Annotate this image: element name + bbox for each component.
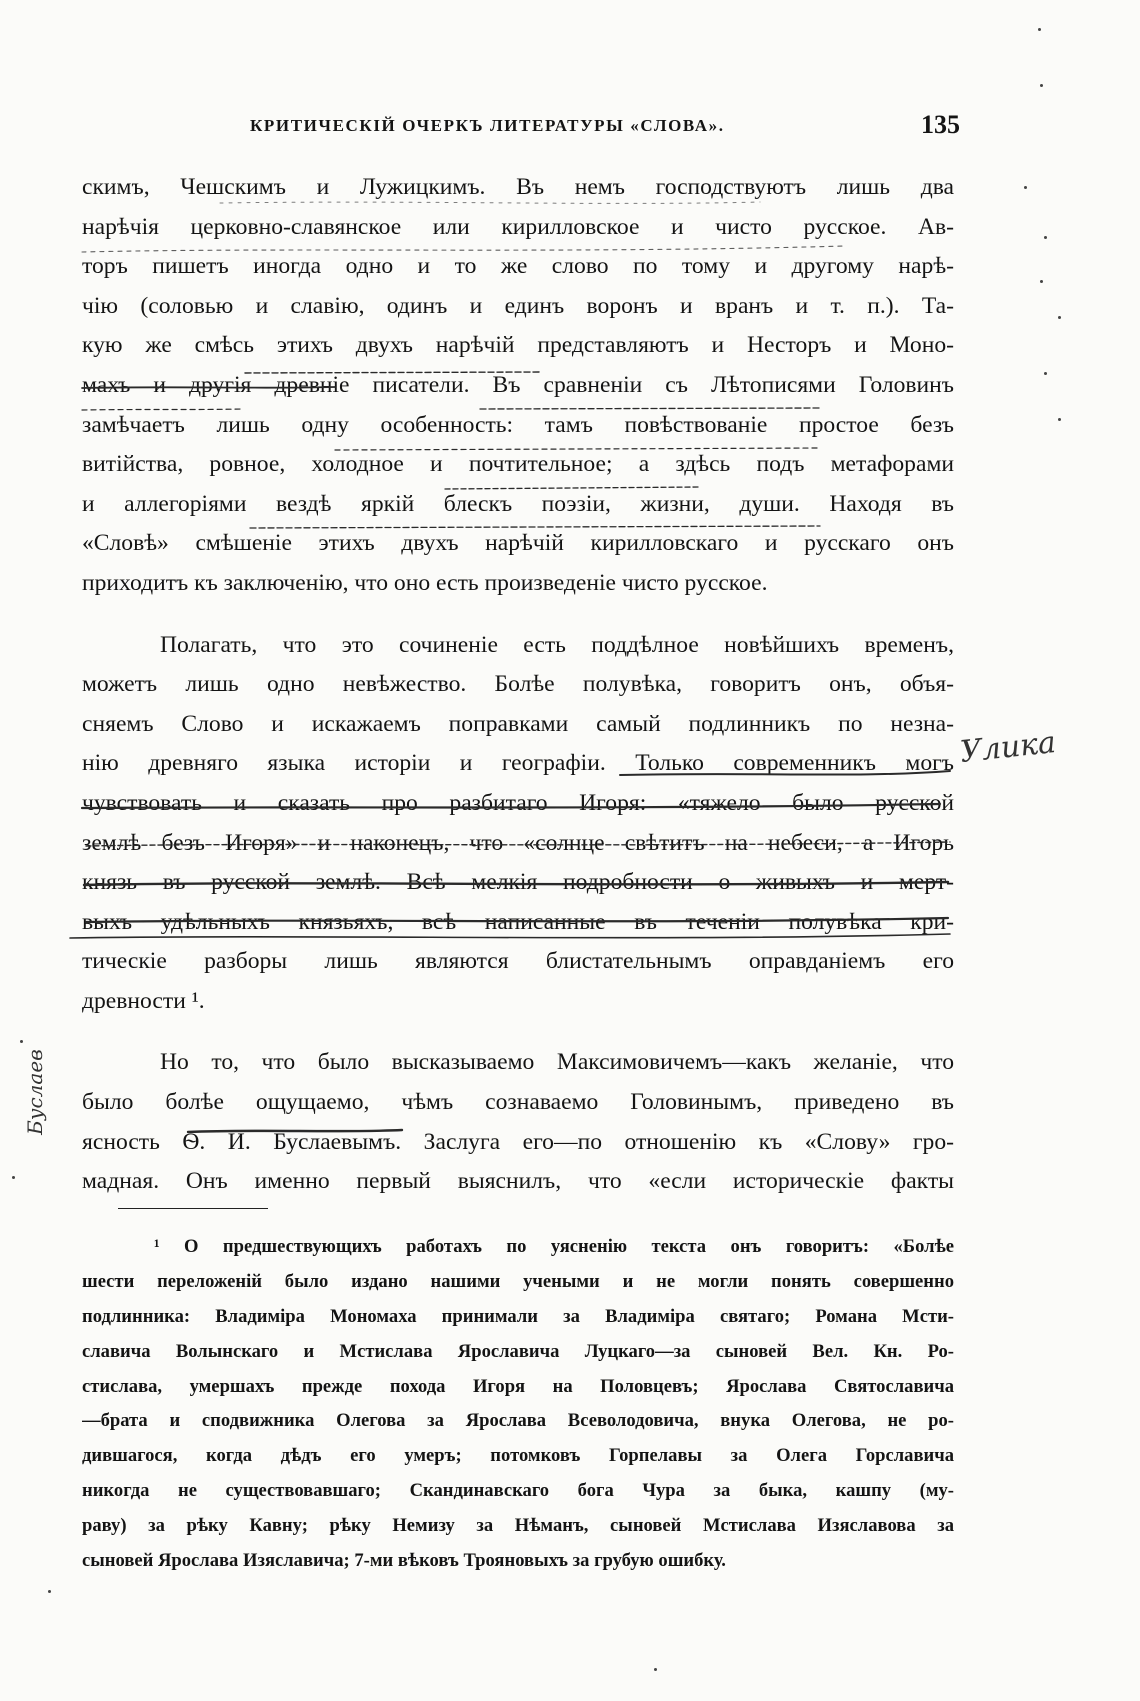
text-line: древности ¹.	[82, 987, 205, 1014]
text-line: торъ пишетъ иногда одно и то же слово по тому и другому нарѣ-	[82, 253, 954, 280]
text-line: князь въ русской землѣ. Всѣ мелкія подробности о живыхъ и мерт-	[82, 869, 954, 896]
text-line: скимъ, Чешскимъ и Лужицкимъ. Въ немъ господствуютъ лишь два	[82, 174, 954, 200]
text-line: тическіе разборы лишь являются блистательнымъ оправданіемъ его	[82, 948, 954, 975]
text-line: ясность Ѳ. И. Буслаевымъ. Заслуга его—по отношенію къ «Слову» гро-	[82, 1128, 954, 1155]
text-line: «Словѣ» смѣшеніе этихъ двухъ нарѣчій кирилловскаго и русскаго онъ	[82, 530, 954, 557]
footnote-line: подлинника: Владиміра Мономаха принимали за Владиміра святаго; Романа Мсти-	[82, 1305, 954, 1327]
text-line: кую же смѣсь этихъ двухъ нарѣчій представляютъ и Несторъ и Моно-	[82, 332, 954, 359]
text-line: мадная. Онъ именно первый выяснилъ, что «если историческіе факты	[82, 1168, 954, 1195]
margin-note-left: Буслаев	[22, 1049, 47, 1135]
footnote-line: —брата и сподвижника Олегова за Ярослава Всеволодовича, внука Олегова, не ро-	[82, 1410, 954, 1432]
footnote-line: стислава, умершахъ прежде похода Игоря на Половцевъ; Ярослава Святославича	[82, 1375, 954, 1397]
text-line: замѣчаетъ лишь одну особенность: тамъ повѣствованіе простое безъ	[82, 411, 954, 438]
footnote-line: раву) за рѣку Кавну; рѣку Немизу за Нѣманъ, сыновей Мстислава Изяславова за	[82, 1515, 954, 1537]
text-line: выхъ удѣльныхъ князьяхъ, всѣ написанные въ теченіи полувѣка кри-	[82, 908, 954, 935]
text-line: Но то, что было высказываемо Максимовичемъ—какъ желаніе, что	[160, 1049, 954, 1076]
text-line: махъ и другія древніе писатели. Въ сравненіи съ Лѣтописями Головинъ	[82, 371, 954, 398]
footnote-line: славича Волынскаго и Мстислава Ярославича Луцкаго—за сыновей Вел. Кн. Ро-	[82, 1340, 954, 1362]
text-line: Полагать, что это сочиненіе есть поддѣлное новѣйшихъ временъ,	[160, 631, 954, 658]
text-line: землѣ безъ Игоря» и наконецъ, что «солнце свѣтитъ на небеси, а Игорь	[82, 829, 954, 856]
margin-note-right: Улика	[958, 725, 1058, 770]
footnote-line: сыновей Ярослава Изяславича; 7-ми вѣковъ Трояновыхъ за грубую ошибку.	[82, 1550, 726, 1572]
footnote-line: дившагося, когда дѣдъ его умеръ; потомковъ Горпелавы за Олега Горславича	[82, 1445, 954, 1467]
text-line: чувствовать и сказать про разбитаго Игоря: «тяжело было русской	[82, 789, 954, 816]
running-title: КРИТИЧЕСКІЙ ОЧЕРКЪ ЛИТЕРАТУРЫ «СЛОВА».	[250, 116, 725, 135]
text-line: сняемъ Слово и искажаемъ поправками самый подлинникъ по незна-	[82, 710, 954, 737]
text-line: было болѣе ощущаемо, чѣмъ сознаваемо Головинымъ, приведено въ	[82, 1089, 954, 1116]
footnote-line: никогда не существовавшаго; Скандинавскаго бога Чура за быка, кашпу (му-	[82, 1480, 954, 1502]
page-number: 135	[921, 110, 960, 139]
text-line: нію древняго языка исторіи и географіи. Только современникъ могъ	[82, 750, 954, 777]
text-line: можетъ лишь одно невѣжество. Болѣе полувѣка, говоритъ онъ, объя-	[82, 671, 954, 698]
text-line: нарѣчія церковно-славянское или кирилловское и чисто русское. Ав-	[82, 213, 954, 240]
text-line: витійства, ровное, холодное и почтительное; а здѣсь подъ метафорами	[82, 451, 954, 478]
text-line: приходитъ къ заключенію, что оно есть произведеніе чисто русское.	[82, 569, 768, 596]
text-line: чію (соловью и славію, одинъ и единъ воронъ и вранъ и т. п.). Та-	[82, 292, 954, 319]
text-line: и аллегоріями вездѣ яркій блескъ поэзіи, жизни, души. Находя въ	[82, 490, 954, 517]
footnote-line: ¹ О предшествующихъ работахъ по уясненію текста онъ говоритъ: «Болѣе	[154, 1236, 954, 1257]
footnote-line: шести переложеній было издано нашими учеными и не могли понять совершенно	[82, 1270, 954, 1292]
